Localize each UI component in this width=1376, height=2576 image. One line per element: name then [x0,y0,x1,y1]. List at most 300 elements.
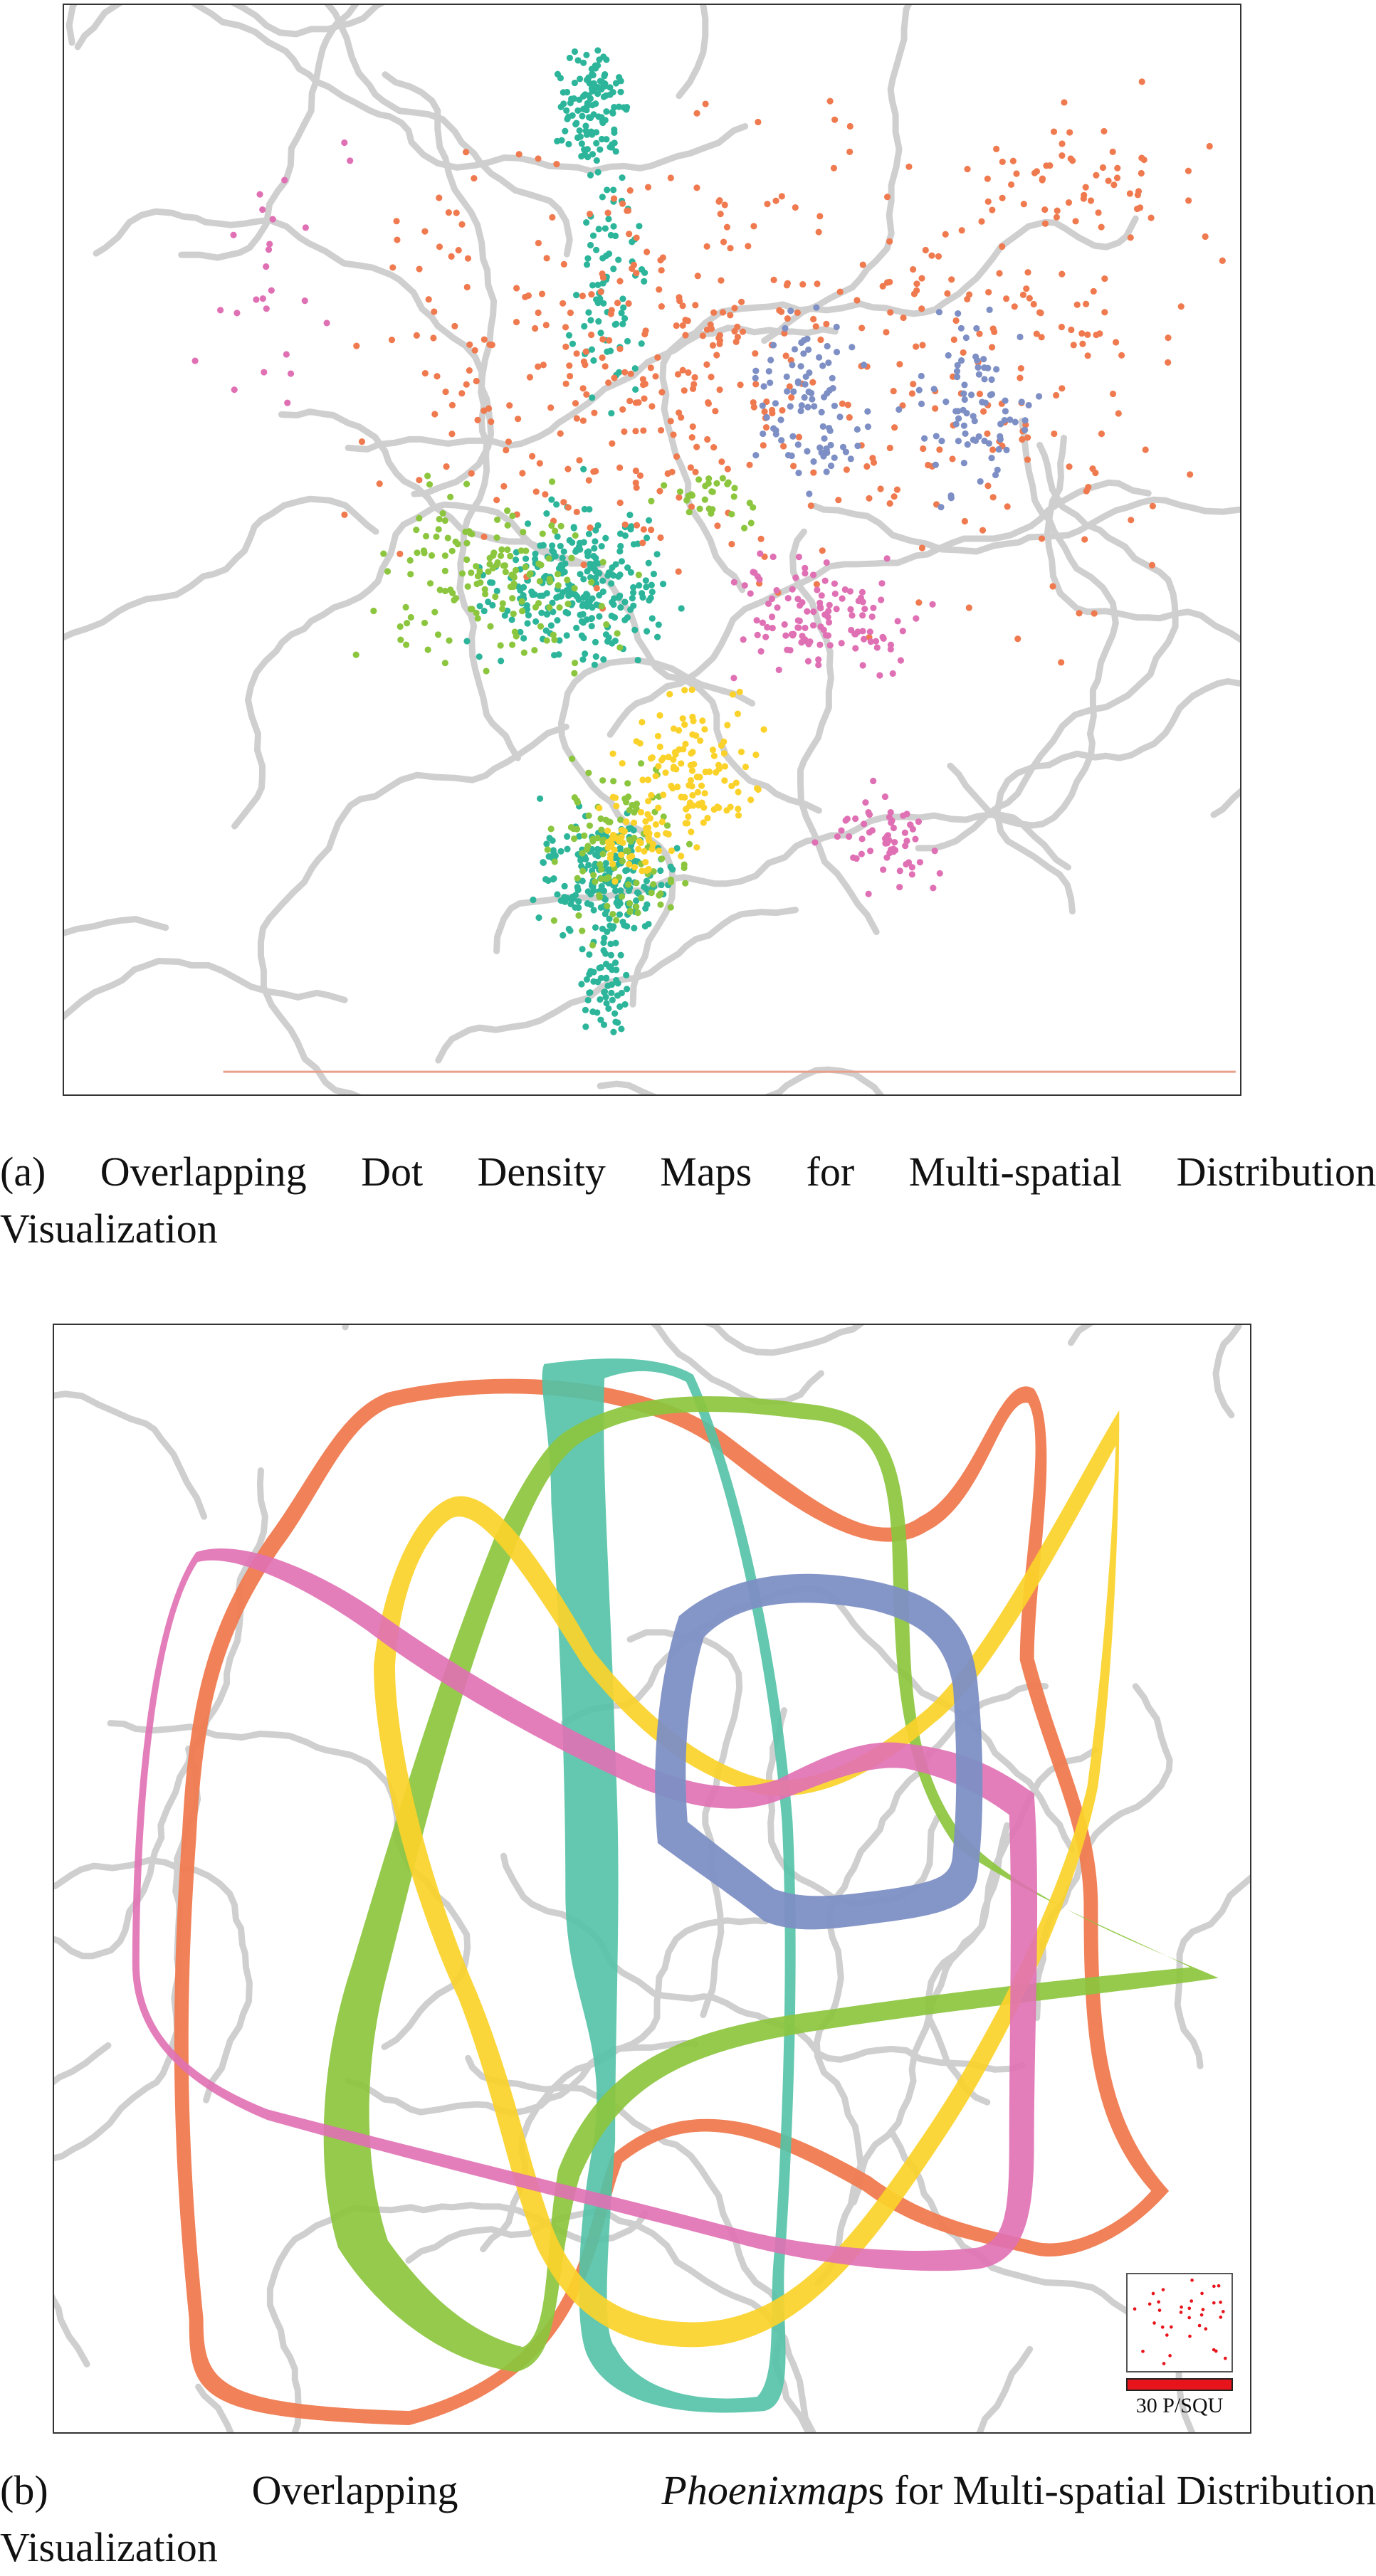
dot-teal [645,921,651,927]
dot-blue [933,462,939,468]
dot-orange [991,329,997,335]
dot-orange [588,291,594,297]
dot-blue [955,415,962,421]
dot-orange [500,483,507,490]
dot-orange [657,534,663,541]
dot-orange [527,374,533,381]
dot-teal [631,925,637,931]
dot-yellow [645,776,651,783]
dot-teal [613,966,619,973]
dot-teal [613,321,619,327]
dot-orange [561,261,567,268]
dot-green [604,903,610,909]
legend-dot [1170,2326,1173,2329]
dot-teal [587,989,593,996]
dot-orange [731,305,737,311]
dot-orange [660,254,666,260]
road-segment [96,211,491,494]
dot-orange [594,585,600,591]
dot-orange [989,446,996,453]
dot-pink [789,632,796,638]
dot-orange [977,391,983,397]
dot-green [370,608,377,614]
dot-pink [888,818,895,824]
dot-teal [594,157,600,164]
dot-green [584,846,590,852]
dot-orange [1019,436,1025,443]
dot-orange [714,522,720,529]
dot-teal [590,233,597,239]
dot-pink [861,606,868,612]
dot-green [490,552,496,559]
dot-pink [740,636,747,643]
dot-orange [416,265,422,272]
dot-yellow [659,818,666,825]
dot-orange [942,231,949,238]
dot-blue [767,379,773,386]
dot-teal [543,628,550,634]
dot-orange [564,466,571,473]
dot-pink [750,569,756,575]
dot-pink [882,840,888,847]
dot-orange [808,502,814,509]
dot-teal [487,579,493,586]
dot-pink [831,581,838,587]
dot-orange [831,165,837,171]
dot-orange [790,463,797,469]
dot-pink [876,672,883,679]
dot-orange [918,275,925,282]
dot-orange [792,204,799,211]
dot-orange [984,176,991,182]
dot-orange [794,310,801,316]
dot-green [648,498,654,505]
dot-blue [954,368,960,374]
dot-orange [658,303,665,310]
dot-blue [760,403,766,409]
dot-blue [828,463,834,469]
dot-green [520,529,526,535]
dot-pink [854,855,860,862]
dot-teal [600,656,606,663]
dot-orange [1018,365,1024,371]
dot-blue [961,423,967,429]
dot-density-map [64,5,1240,1094]
dot-pink [915,818,922,825]
dot-orange [1059,385,1065,391]
dot-green [521,650,527,656]
dot-orange [788,394,794,401]
dot-blue [789,453,795,459]
dot-yellow [668,848,675,854]
dot-blue [802,381,808,388]
dot-orange [1059,324,1065,330]
dot-green [575,912,582,919]
dot-pink [283,351,290,357]
dot-teal [639,590,645,596]
dot-teal [599,194,606,200]
dot-green [706,505,713,512]
dot-orange [604,210,611,216]
dot-orange [1020,292,1026,298]
dot-orange [1100,164,1106,171]
dot-yellow [701,726,708,732]
dot-orange [472,347,478,354]
dot-blue [823,445,829,452]
dot-pink [798,639,804,645]
dot-pink [910,826,916,833]
dot-blue [803,374,809,380]
dot-blue [752,368,759,374]
dot-blue [787,403,794,410]
dot-blue [953,421,960,427]
dot-teal [592,639,599,645]
dot-teal [614,1019,621,1025]
dot-orange [727,312,733,318]
dot-blue [918,401,925,407]
dot-green [447,586,453,593]
dot-orange [1024,269,1031,275]
dot-orange [656,488,663,495]
dot-yellow [642,818,648,825]
dot-orange [871,459,877,465]
dot-orange [547,404,554,411]
dot-orange [809,379,816,386]
dot-orange [506,402,513,408]
dot-green [509,595,515,601]
dot-green [494,559,500,566]
dot-pink [730,675,737,681]
dot-teal [586,531,592,537]
dot-orange [619,201,626,207]
dot-pink [900,628,906,634]
dot-yellow [704,815,710,821]
dot-orange [1114,165,1120,171]
dot-teal [601,934,607,941]
dot-teal [580,466,587,473]
dot-orange [713,352,720,358]
dot-teal [572,48,578,55]
dot-teal [552,553,559,559]
dot-teal [636,223,642,229]
dot-pink [859,589,866,596]
dot-blue [861,361,867,368]
dot-teal [600,588,606,595]
dot-green [581,833,587,839]
dot-orange [480,408,487,414]
legend-dot [1157,2301,1160,2304]
dot-orange [720,309,726,315]
dot-orange [704,327,710,333]
dot-orange [448,253,455,260]
dot-pink [782,633,789,639]
dot-teal [587,242,594,248]
dot-orange [1069,157,1076,164]
dot-green [526,571,532,578]
dot-blue [988,455,994,461]
dot-blue [824,468,830,475]
dot-green [619,857,626,864]
dot-orange [673,322,680,329]
dot-teal [658,882,664,888]
dot-green [668,879,674,885]
dot-orange [948,276,955,283]
dot-orange [474,417,480,423]
dot-teal [558,897,564,904]
dot-orange [1098,431,1105,437]
dot-green [498,642,504,648]
dot-orange [591,410,597,416]
dot-orange [535,310,542,316]
dot-green [551,917,557,924]
dot-orange [540,361,547,368]
dot-orange [609,307,615,313]
legend-dot [1190,2279,1194,2282]
dot-teal [555,651,562,658]
dot-yellow [710,746,716,753]
dot-orange [1085,352,1091,359]
dot-teal [613,80,619,86]
dot-blue [981,364,987,371]
dot-blue [809,396,815,402]
dot-green [741,524,747,531]
dot-orange [389,337,395,343]
dot-yellow [678,793,684,800]
dot-teal [641,884,647,890]
dot-teal [520,584,527,591]
dot-yellow [644,811,651,818]
dot-blue [955,438,962,444]
dot-teal [579,113,585,120]
dot-orange [434,373,440,379]
dot-teal [610,223,616,229]
dot-orange [1138,170,1145,176]
dot-orange [703,100,709,107]
dot-teal [566,926,572,932]
dot-teal [606,91,613,97]
dot-pink [756,576,762,583]
legend-dot [1212,2285,1216,2289]
dot-orange [734,324,740,330]
dot-orange [1114,174,1120,181]
dot-blue [1002,397,1009,403]
dot-teal [653,551,660,557]
dot-blue [789,433,796,440]
dot-orange [436,243,443,250]
dot-pink [838,828,844,834]
dot-yellow [634,738,640,744]
dot-yellow [718,742,725,749]
dot-teal [624,338,631,344]
dot-yellow [626,861,632,867]
dot-orange [580,418,587,424]
dot-teal [656,621,662,628]
dot-orange [951,337,957,343]
dot-teal [590,968,597,975]
dot-orange [750,223,757,229]
dot-teal [562,128,568,134]
dot-orange [896,361,903,367]
dot-orange [846,414,853,421]
dot-green [445,534,451,541]
dot-teal [565,141,572,147]
dot-blue [981,376,987,382]
dot-pink [856,598,862,604]
dot-green [633,904,639,910]
dot-teal [572,80,578,86]
legend-dot [1152,2321,1156,2325]
dot-pink [891,839,898,845]
dot-pink [816,641,823,648]
road-segment [1071,1325,1244,1415]
dot-blue [961,460,967,466]
dot-pink [747,590,754,596]
caption-a-word: Maps [660,1149,752,1195]
dot-teal [649,588,656,595]
dot-green [627,907,634,914]
dot-pink [821,611,828,618]
dot-orange [640,381,646,388]
dot-orange [1178,303,1185,310]
dot-teal [616,593,622,599]
dot-teal [561,549,567,555]
dot-yellow [698,783,705,789]
dot-orange [928,253,935,259]
dot-green [380,550,387,556]
dot-orange [633,468,639,474]
dot-teal [560,932,566,939]
dot-pink [731,579,737,586]
dot-orange [1083,184,1089,191]
dot-pink [937,870,943,877]
dot-orange [964,296,970,302]
dot-pink [233,310,240,316]
dot-green [661,482,667,489]
dot-orange [810,316,816,322]
dot-teal [610,265,616,272]
dot-orange [745,243,751,249]
dot-teal [525,520,531,527]
dot-pink [260,295,266,302]
dot-orange [635,399,641,406]
dot-teal [616,103,622,110]
dot-teal [620,305,626,311]
dot-blue [933,433,940,439]
dot-orange [985,199,992,205]
dot-orange [451,323,458,329]
dot-teal [624,614,631,621]
dot-teal [624,104,630,110]
dot-orange [416,477,422,483]
dot-blue [1022,427,1028,433]
dot-teal [560,89,567,95]
dot-yellow [711,806,718,813]
dot-green [407,557,414,564]
dot-blue [1022,417,1029,423]
dot-green [522,564,528,570]
dot-orange [537,460,543,467]
dot-pink [884,555,891,561]
dot-yellow [648,792,654,798]
dot-yellow [688,828,694,835]
legend-dot [1200,2313,1204,2317]
dot-orange [831,117,838,123]
dot-pink [866,891,872,897]
dot-blue [802,394,808,401]
dot-orange [1185,197,1192,204]
dot-teal [520,635,527,641]
dot-orange [692,469,698,475]
dot-teal [593,247,599,253]
dot-pink [822,578,829,584]
dot-green [546,604,552,611]
legend-dot [1219,2301,1222,2304]
legend-dot-sample [1126,2273,1233,2372]
dot-orange [700,332,706,339]
dot-teal [564,833,570,840]
dot-blue [795,379,802,385]
dot-yellow [655,763,661,769]
dot-blue [997,436,1004,443]
dot-orange [389,264,396,270]
dot-orange [1143,446,1149,453]
dot-teal [476,653,483,660]
dot-orange [761,408,767,415]
dot-orange [624,208,630,214]
dot-pink [347,157,353,164]
dot-blue [790,389,797,395]
dot-pink [870,605,876,611]
dot-orange [668,418,674,424]
dot-pink [912,836,918,843]
dot-orange [1083,488,1090,495]
dot-orange [891,388,897,394]
dot-yellow [631,820,637,826]
dot-pink [867,848,873,854]
dot-green [549,478,555,485]
dot-teal [576,97,582,103]
dot-pink [880,867,886,873]
dot-teal [549,547,555,554]
road-segment [64,919,166,1072]
dot-pink [769,613,775,620]
dot-orange [891,424,898,431]
dot-orange [780,443,787,449]
dot-teal [569,112,576,119]
dot-teal [601,887,607,894]
dot-orange [783,352,789,359]
dot-green [702,496,708,502]
dot-orange [1079,341,1086,347]
dot-orange [740,329,746,335]
dot-orange [1039,334,1045,340]
legend-dot [1219,2316,1222,2319]
dot-orange [654,354,661,361]
dot-teal [543,840,550,847]
dot-teal [609,997,616,1003]
dot-orange [718,278,724,284]
dot-orange [1135,188,1142,194]
dot-teal [592,566,598,572]
dot-orange [910,266,916,273]
dot-green [435,631,441,638]
dot-orange [738,299,745,305]
dot-yellow [735,788,741,795]
dot-green [513,567,519,574]
dot-orange [453,210,460,216]
dot-teal [583,591,589,597]
dot-yellow [656,712,663,719]
